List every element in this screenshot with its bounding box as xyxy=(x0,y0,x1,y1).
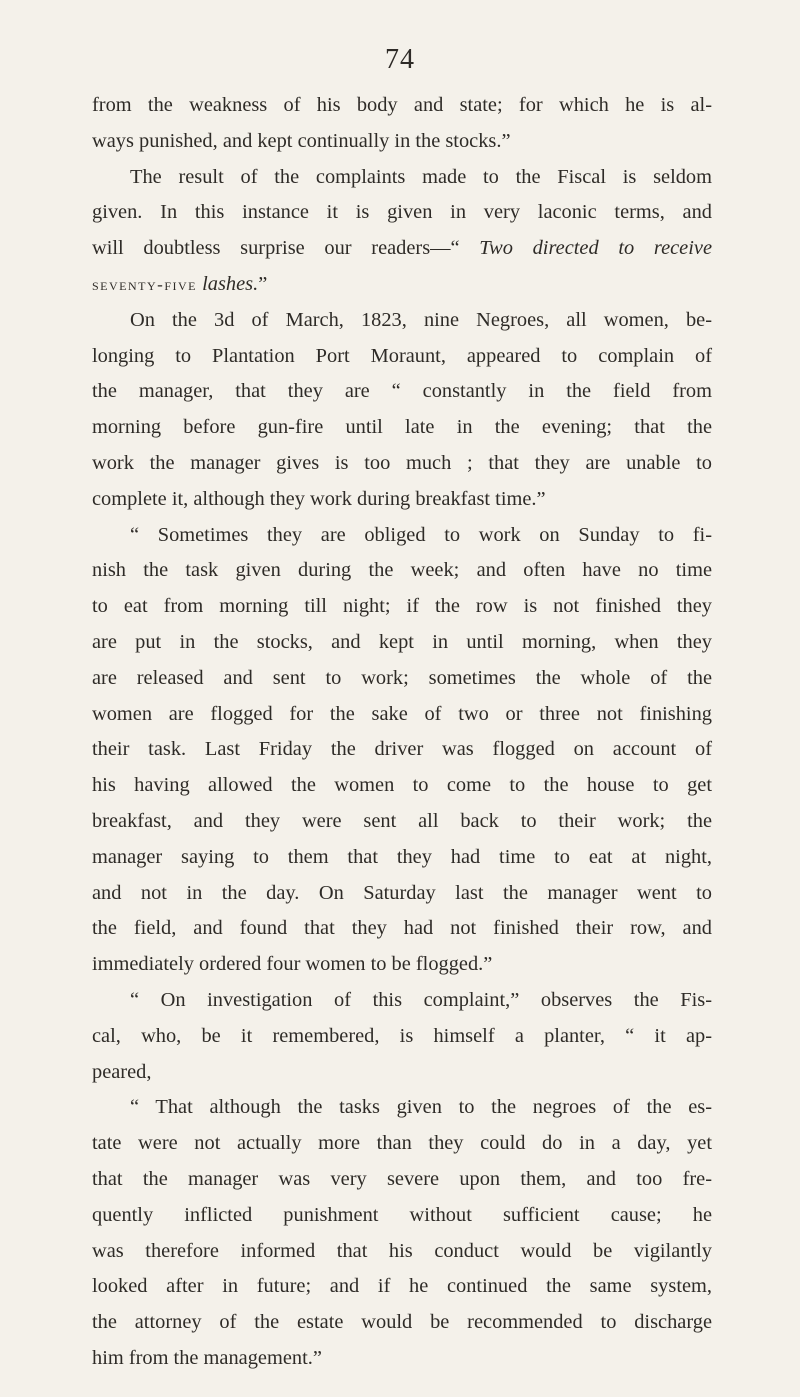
text-line xyxy=(92,911,712,947)
text-line-content: their task. Last Friday the driver was flogged on account of xyxy=(92,738,712,761)
text-line-content: manager saying to them that they had time to eat at night, xyxy=(92,845,712,868)
text-line-content: breakfast, and they were sent all back to their work; the xyxy=(92,809,712,832)
text-line xyxy=(92,840,712,876)
text-line xyxy=(92,1269,712,1305)
text-line xyxy=(92,446,712,482)
text-line-content: “ Sometimes they are obliged to work on Sunday to fi- xyxy=(130,523,712,546)
text-line xyxy=(92,410,712,446)
text-line-content: the attorney of the estate would be recommended to discharge xyxy=(92,1311,712,1334)
text-line xyxy=(92,1234,712,1270)
text-line xyxy=(92,339,712,375)
text-line-content: The result of the complaints made to the Fiscal is seldom xyxy=(130,165,712,188)
text-line-content: longing to Plantation Port Moraunt, appeared to complain of xyxy=(92,344,712,367)
text-line-content: On the 3d of March, 1823, nine Negroes, all women, be- xyxy=(130,308,712,331)
text-line xyxy=(92,876,712,912)
text-line xyxy=(92,804,712,840)
text-line-content: ways punished, and kept continually in the stocks.” xyxy=(92,129,511,152)
text-line xyxy=(92,160,712,196)
page-number: 74 xyxy=(385,44,415,75)
text-line-content: will doubtless surprise our readers—“ xyxy=(92,237,480,260)
text-line xyxy=(92,267,712,303)
text-line xyxy=(92,1198,712,1234)
text-line-content: looked after in future; and if he continued the same system, xyxy=(92,1275,712,1298)
text-line xyxy=(92,124,712,160)
text-line xyxy=(92,1162,712,1198)
text-line xyxy=(92,661,712,697)
text-line xyxy=(92,589,712,625)
text-line-content: and not in the day. On Saturday last the manager went to xyxy=(92,881,712,904)
text-line xyxy=(92,947,712,983)
text-line xyxy=(92,231,712,267)
text-line-content: that the manager was very severe upon them, and too fre- xyxy=(92,1167,712,1190)
closing-quote: ” xyxy=(258,272,268,295)
text-line-content: the field, and found that they had not finished their row, and xyxy=(92,917,712,940)
body-text xyxy=(92,88,712,1377)
text-line-content: the manager, that they are “ constantly in the field from xyxy=(92,380,712,403)
text-line xyxy=(92,1126,712,1162)
text-line-content: to eat from morning till night; if the row is not finished they xyxy=(92,595,712,618)
text-line-content: quently inflicted punishment without sufficient cause; he xyxy=(92,1203,712,1226)
text-line-content: morning before gun-fire until late in the evening; that the xyxy=(92,416,712,439)
text-line xyxy=(92,768,712,804)
italic-text: lashes. xyxy=(197,272,259,295)
text-line-content: cal, who, be it remembered, is himself a planter, “ it ap- xyxy=(92,1024,712,1047)
text-line-content: him from the management.” xyxy=(92,1346,322,1369)
text-line xyxy=(92,697,712,733)
text-line xyxy=(92,195,712,231)
text-line-content: women are flogged for the sake of two or three not finishing xyxy=(92,702,712,725)
text-line-content: peared, xyxy=(92,1060,152,1083)
text-line-content: work the manager gives is too much ; that they are unable to xyxy=(92,451,712,474)
text-line xyxy=(92,1341,712,1377)
text-line-content: immediately ordered four women to be flogged.” xyxy=(92,953,493,976)
text-line xyxy=(92,482,712,518)
text-line xyxy=(92,1019,712,1055)
text-line xyxy=(92,518,712,554)
text-line-content: his having allowed the women to come to the house to get xyxy=(92,774,712,797)
text-line xyxy=(92,553,712,589)
text-line xyxy=(92,1305,712,1341)
text-line xyxy=(92,1090,712,1126)
text-line xyxy=(92,303,712,339)
text-line xyxy=(92,88,712,124)
text-line-content: complete it, although they work during breakfast time.” xyxy=(92,487,546,510)
text-line-content: nish the task given during the week; and often have no time xyxy=(92,559,712,582)
text-line-content: are released and sent to work; sometimes the whole of the xyxy=(92,666,712,689)
text-line-content: are put in the stocks, and kept in until morning, when they xyxy=(92,630,712,653)
text-line-content: “ On investigation of this complaint,” observes the Fis- xyxy=(130,988,712,1011)
text-line-content: from the weakness of his body and state; for which he is al- xyxy=(92,94,712,116)
text-line-content: “ That although the tasks given to the negroes of the es- xyxy=(130,1096,712,1119)
text-line-content: given. In this instance it is given in very laconic terms, and xyxy=(92,201,712,224)
text-line-content: was therefore informed that his conduct would be vigilantly xyxy=(92,1239,712,1262)
text-line xyxy=(92,1055,712,1091)
text-line xyxy=(92,983,712,1019)
text-line xyxy=(92,374,712,410)
text-line-content: tate were not actually more than they could do in a day, yet xyxy=(92,1132,712,1155)
text-line xyxy=(92,625,712,661)
text-line xyxy=(92,732,712,768)
italic-text: Two directed to receive xyxy=(479,237,712,260)
small-caps-text: seventy-five xyxy=(92,274,197,294)
